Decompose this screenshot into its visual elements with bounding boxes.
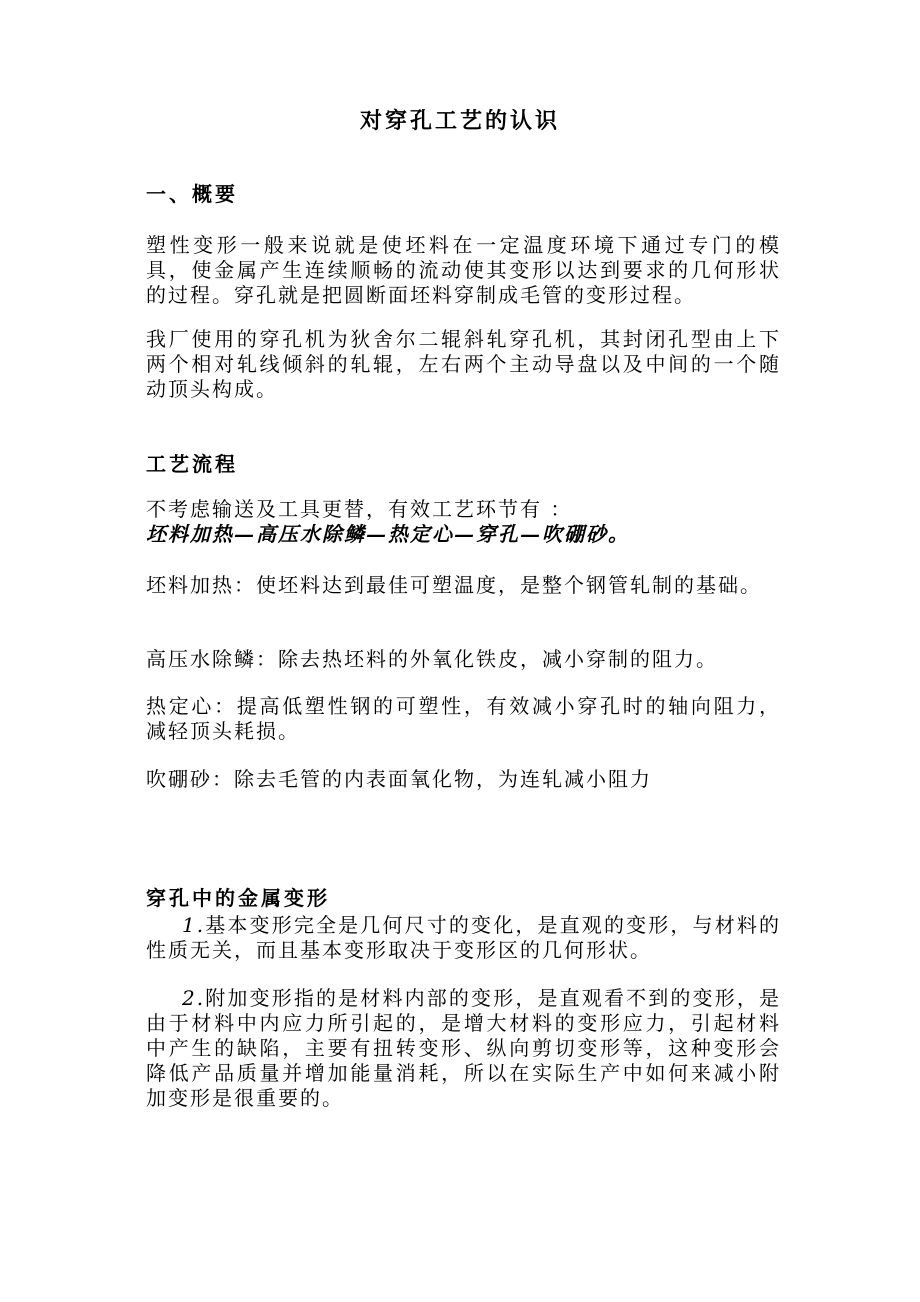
- deformation-item-2: [146, 986, 781, 1111]
- process-intro-text: 不考虑输送及工具更替，有效工艺环节有 ：: [146, 497, 573, 521]
- page-title: 对穿孔工艺的认识: [359, 108, 560, 134]
- process-step-descaling: 高压水除鳞：除去热坯料的外氧化铁皮，减小穿制的阻力。: [146, 647, 718, 671]
- process-intro: [146, 497, 781, 547]
- item-text-1: 基本变形完全是几何尺寸的变化，是直观的变形，与材料的性质无关，而且基本变形取决于变形区的几何形状。: [146, 913, 781, 962]
- process-flow-sequence: 坯料加热—高压水除鳞—热定心—穿孔—吹硼砂。: [146, 522, 630, 546]
- process-step-borax-blowing: 吹硼砂：除去毛管的内表面氧化物，为连轧减小阻力: [146, 767, 652, 791]
- section-heading-process-flow: 工艺流程: [146, 452, 238, 476]
- item-text-2: 附加变形指的是材料内部的变形，是直观看不到的变形，是由于材料中内应力所引起的，是增大材料的变形应力，引起材料中产生的缺陷，主要有扭转变形、纵向剪切变形等，这种变形会降低产品质量并增加能量消耗，所以在实际生产中如何来减小附加变形是很重要的。: [146, 986, 781, 1110]
- process-step-hot-centering: 热定心：提高低塑性钢的可塑性，有效减小穿孔时的轴向阻力，减轻顶头耗损。: [146, 694, 781, 743]
- process-step-billet-heating: 坯料加热：使坯料达到最佳可塑温度，是整个钢管轧制的基础。: [146, 573, 762, 597]
- item-number-1: 1.: [182, 913, 206, 937]
- item-number-2: 2.: [182, 986, 206, 1010]
- paragraph-overview-2: 我厂使用的穿孔机为狄舍尔二辊斜轧穿孔机，其封闭孔型由上下两个相对轧线倾斜的轧辊，左右两个主动导盘以及中间的一个随动顶头构成。: [146, 327, 781, 401]
- deformation-item-1: [146, 913, 781, 963]
- section-heading-overview: 一、概要: [146, 182, 238, 206]
- section-heading-metal-deformation: 穿孔中的金属变形: [146, 886, 330, 910]
- paragraph-overview-1: 塑性变形一般来说就是使坯料在一定温度环境下通过专门的模具，使金属产生连续顺畅的流动使其变形以达到要求的几何形状的过程。穿孔就是把圆断面坯料穿制成毛管的变形过程。: [146, 233, 781, 307]
